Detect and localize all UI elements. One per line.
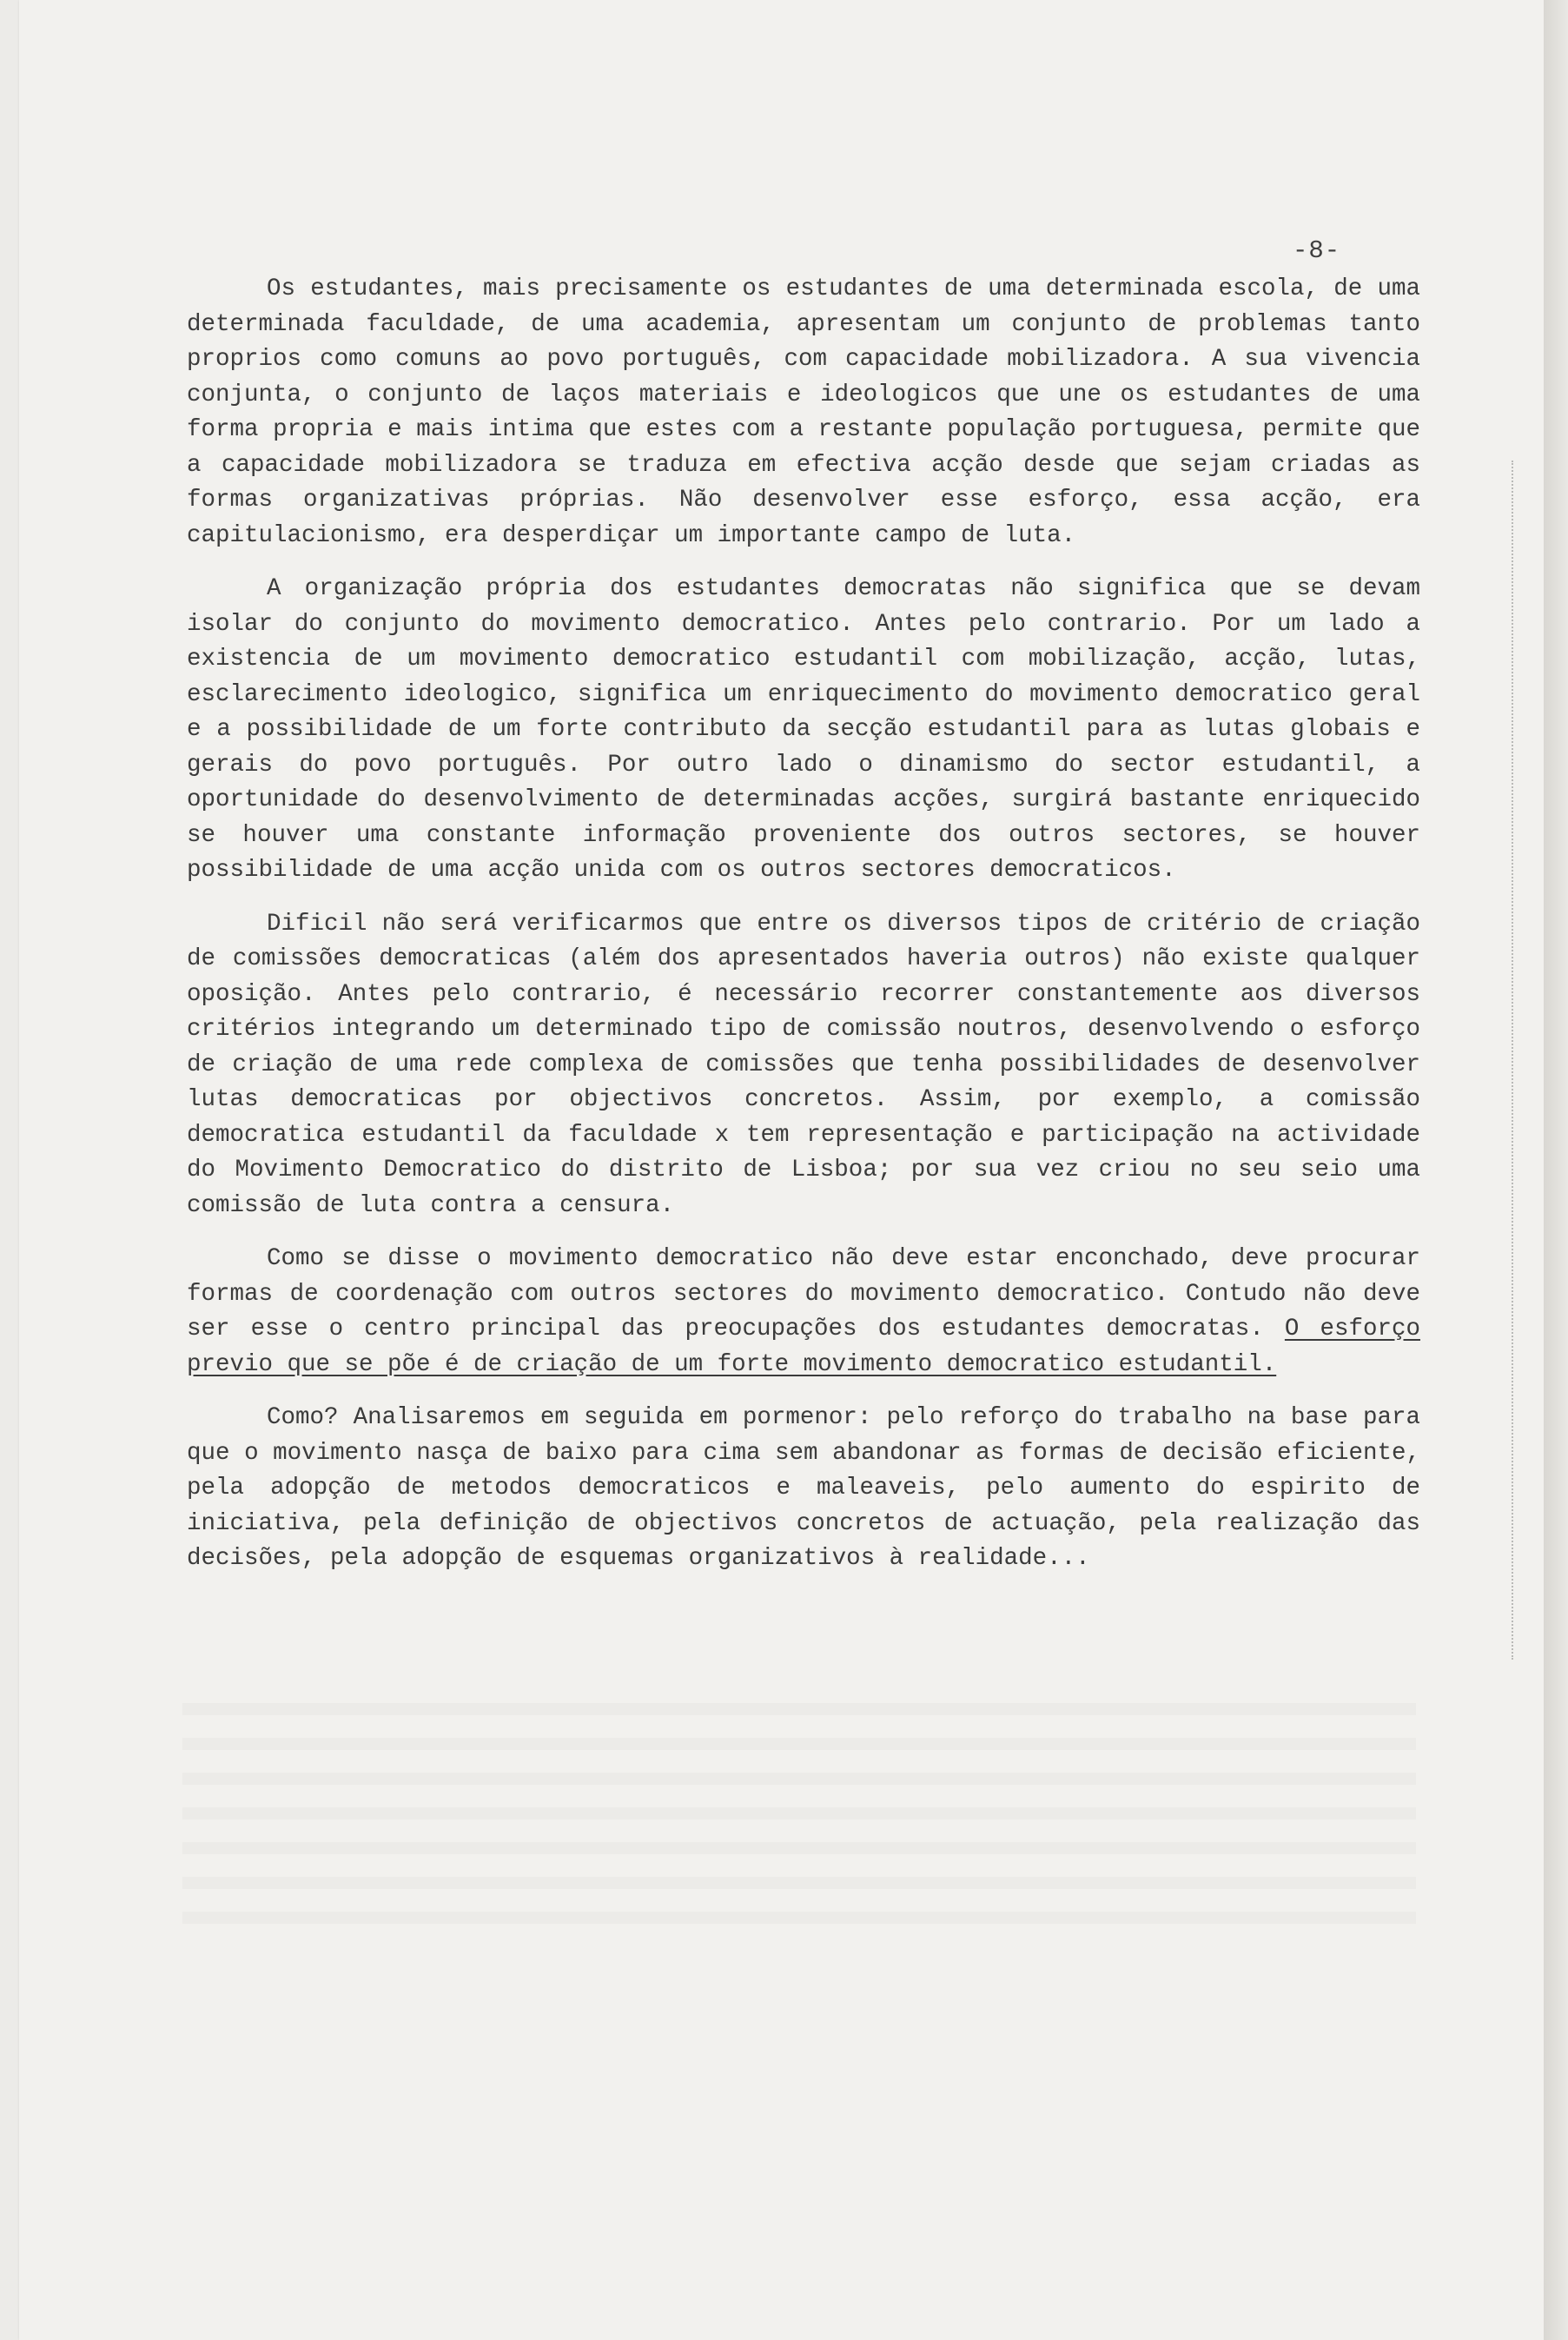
paragraph-2: A organização própria dos estudantes democratas não significa que se devam isolar do conjunto do movimento democratico. Antes pelo contrario. Por um lado a existencia de um movimento democratico estudantil com mobilização, acção, lutas, esclarecimento ideologico, significa um enriquecimento do movimento democratico geral e a possibilidade de um forte contributo da secção estudantil para as lutas globais e gerais do povo português. Por outro lado o dinamismo do sector estudantil, a oportunidade do desenvolvimento de determinadas acções, surgirá bastante enriquecido se houver uma constante informação proveniente dos outros sectores, se houver possibilidade de uma acção unida com os outros sectores democraticos. — [187, 575, 1420, 884]
page-edge-shadow — [1544, 0, 1568, 2340]
paragraph-3: Dificil não será verificarmos que entre os diversos tipos de critério de criação de comissões democraticas (além dos apresentados haveria outros) não existe qualquer oposição. Antes pelo contrario, é necessário recorrer constantemente aos diversos critérios integrando um determinado tipo de comissão noutros, desenvolvendo o esforço de criação de uma rede complexa de comissões que tenha possibilidades de desenvolver lutas democraticas por objectivos concretos. Assim, por exemplo, a comissão democratica estudantil da faculdade x tem representação e participação na actividade do Movimento Democratico do distrito de Lisboa; por sua vez criou no seu seio uma comissão de luta contra a censura. — [187, 910, 1420, 1219]
paragraph-4-underlined-text: O esforço previo que se põe é de criação de um forte movimento democratico estudantil. — [187, 1316, 1420, 1378]
paragraph-5: Como? Analisaremos em seguida em pormenor: pelo reforço do trabalho na base para que o movimento nasça de baixo para cima sem abandonar as formas de decisão eficiente, pela adopção de metodos democraticos e maleaveis, pelo aumento do espirito de iniciativa, pela definição de objectivos concretos de actuação, pela realização das decisões, pela adopção de esquemas organizativos à realidade... — [187, 1404, 1420, 1572]
margin-mark — [1512, 461, 1518, 1660]
document-body — [187, 272, 1420, 1595]
show-through-text — [182, 1703, 1416, 1946]
paragraph-4-text: Como se disse o movimento democratico não deve estar enconchado, deve procurar formas de coordenação com outros sectores do movimento democratico. Contudo não deve ser esse o centro principal das preocupações dos estudantes democratas. — [187, 1245, 1420, 1342]
paragraph-4 — [187, 1242, 1420, 1382]
page-number: -8- — [1293, 236, 1341, 265]
paragraph-1: Os estudantes, mais precisamente os estudantes de uma determinada escola, de uma determinada faculdade, de uma academia, apresentam um conjunto de problemas tanto proprios como comuns ao povo português, com capacidade mobilizadora. A sua vivencia conjunta, o conjunto de laços materiais e ideologicos que une os estudantes de uma forma propria e mais intima que estes com a restante população portuguesa, permite que a capacidade mobilizadora se traduza em efectiva acção desde que sejam criadas as formas organizativas próprias. Não desenvolver esse esforço, essa acção, era capitulacionismo, era desperdiçar um importante campo de luta. — [187, 275, 1420, 549]
